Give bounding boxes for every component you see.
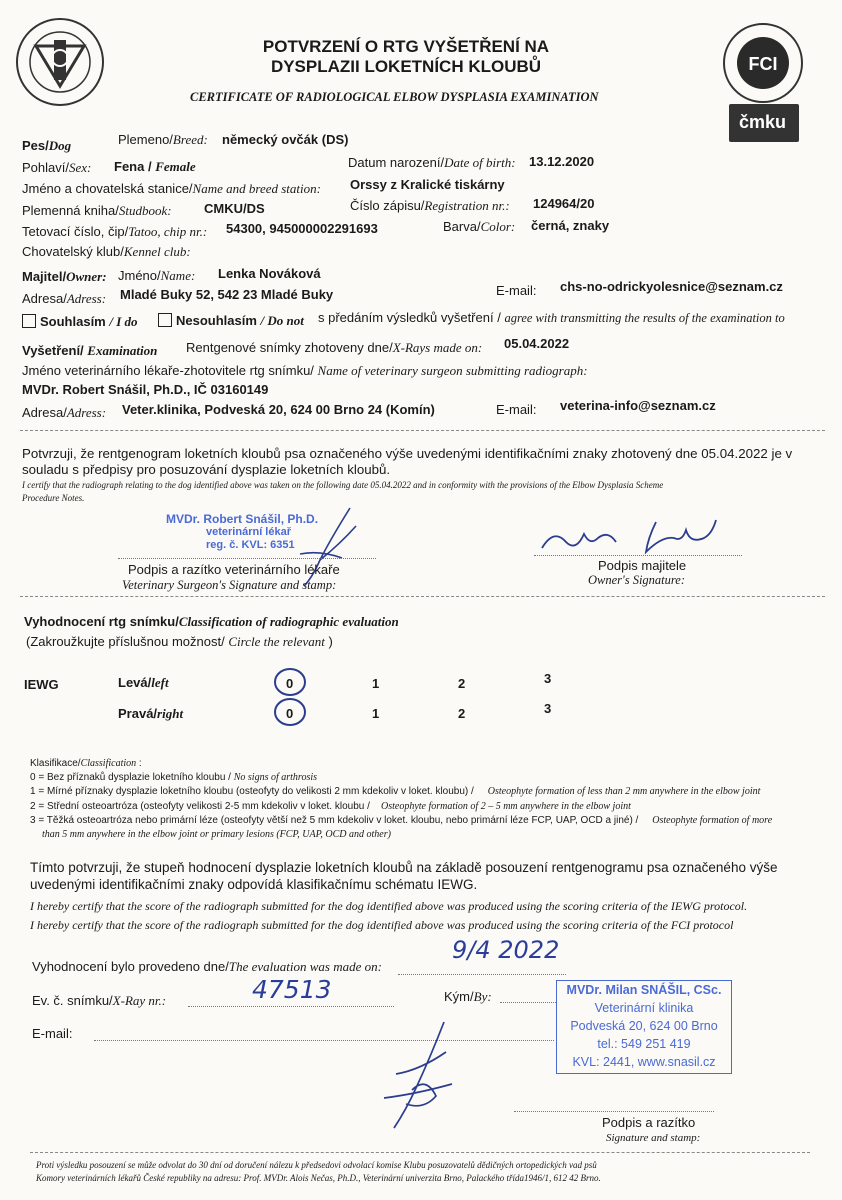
vet-stamp-line2: veterinární lékař — [206, 526, 291, 538]
final-cz-2: uvedenými identifikačními znaky odpovídá klasifikačnímu schématu IEWG. — [30, 877, 478, 892]
evaluator-signature — [376, 1018, 466, 1133]
exam-email-label: E-mail: — [496, 402, 537, 417]
color-value: černá, znaky — [531, 218, 610, 233]
exam-address-value: Veter.klinika, Podveská 20, 624 00 Brno 24 (Komín) — [122, 402, 435, 417]
right-elbow-label: Pravá/right — [118, 706, 184, 721]
final-email-label: E-mail: — [32, 1026, 73, 1041]
right-grade-2[interactable]: 2 — [458, 706, 466, 721]
exam-label: Vyšetření/ Examination — [22, 343, 158, 358]
iewg-label: IEWG — [24, 677, 59, 692]
final-en-2: I hereby certify that the score of the radiograph submitted for the dog identified above was produced using the scoring criteria of the FCI protocol — [30, 918, 734, 932]
cmku-text: čmku — [739, 112, 787, 132]
divider — [30, 1152, 810, 1153]
eval-title: Vyhodnocení rtg snímku/Classification of radiographic evaluation — [24, 614, 399, 629]
vet-label: Jméno veterinárního lékaře-zhotovitele rtg snímku/ Name of veterinary surgeon submitting radiograph: — [22, 363, 588, 378]
vet-sign-line — [118, 558, 376, 559]
vet-stamp-line3: reg. č. KVL: 6351 — [206, 539, 295, 551]
owner-address-value: Mladé Buky 52, 542 23 Mladé Buky — [120, 287, 334, 302]
breed-label: Plemeno/Breed: — [118, 132, 208, 147]
sex-label: Pohlaví/Sex: — [22, 160, 92, 175]
xray-no-value: 47513 — [252, 975, 332, 1004]
owner-label: Majitel/Owner: — [22, 269, 107, 284]
vet-sign-label-en: Veterinary Surgeon's Signature and stamp: — [122, 578, 337, 592]
classification-label: Klasifikace/Classification : — [30, 758, 142, 769]
fci-logo — [722, 22, 804, 104]
owner-sign-line — [534, 555, 742, 556]
dog-label: Pes/Dog — [22, 138, 72, 153]
certify-cz-1: Potvrzuji, že rentgenogram loketních kloubů psa označeného výše uvedenými identifikačními znaky zhotovený dne 05.04.2022 je v — [22, 446, 793, 461]
disagree-option[interactable]: Nesouhlasím / Do not — [158, 313, 304, 329]
eval-date-line — [398, 974, 566, 975]
owner-name-value: Lenka Nováková — [218, 266, 321, 281]
reg-value: 124964/20 — [533, 196, 595, 211]
owner-address-label: Adresa/Adress: — [22, 291, 107, 306]
final-cz-1: Tímto potvrzuji, že stupeň hodnocení dysplazie loketních kloubů na základě posouzení rentgenogramu psa označeného výše — [30, 860, 778, 875]
kvl-logo — [14, 16, 106, 108]
name-label: Jméno a chovatelská stanice/Name and breed station: — [22, 181, 321, 196]
final-sign-label-cz: Podpis a razítko — [602, 1115, 696, 1130]
footer-line1: Proti výsledku posouzení se může odvolat do 30 dní od doručení nálezu k předsedovi odvolací komise Klubu posuzovatelů dědičných ortopedických vad psů — [36, 1160, 597, 1170]
xray-no-label: Ev. č. snímku/X-Ray nr.: — [32, 993, 167, 1008]
color-label: Barva/Color: — [443, 219, 516, 234]
xray-date: 05.04.2022 — [504, 336, 570, 351]
consent-text: s předáním výsledků vyšetření / agree with transmitting the results of the examination to — [318, 310, 785, 325]
title-line1: POTVRZENÍ O RTG VYŠETŘENÍ NA — [262, 37, 550, 56]
vet-stamp-line1: MVDr. Robert Snášil, Ph.D. — [166, 512, 319, 526]
owner-sign-label-en: Owner's Signature: — [588, 573, 685, 587]
breed-value: německý ovčák (DS) — [222, 132, 349, 147]
owner-email-label: E-mail: — [496, 283, 537, 298]
vet-value: MVDr. Robert Snášil, Ph.D., IČ 03160149 — [22, 382, 269, 397]
sex-value: Fena / Female — [114, 159, 196, 174]
final-email-line — [94, 1040, 554, 1041]
clinic-stamp-line4: tel.: 549 251 419 — [597, 1037, 691, 1051]
divider — [20, 430, 825, 431]
certify-cz-2: souladu s předpisy pro posuzování dysplazie loketních kloubů. — [22, 462, 391, 477]
dob-label: Datum narození/Date of birth: — [348, 155, 516, 170]
left-grade-1[interactable]: 1 — [372, 676, 380, 691]
cmku-logo — [729, 104, 799, 142]
clinic-stamp-line5: KVL: 2441, www.snasil.cz — [572, 1055, 716, 1069]
final-sign-label-en: Signature and stamp: — [606, 1132, 701, 1144]
owner-name-label: Jméno/Name: — [118, 268, 196, 283]
right-grade-3[interactable]: 3 — [544, 701, 552, 716]
left-grade-circle — [272, 666, 308, 698]
dob-value: 13.12.2020 — [529, 154, 595, 169]
class-item-2: 2 = Střední osteoartróza (osteofyty velikosti 2-5 mm kdekoliv v loket. kloubu / Osteophyte formation of 2 – 5 mm anywhere in the elbow joint — [30, 801, 631, 812]
class-item-3-cont: than 5 mm anywhere in the elbow joint or primary lesions (FCP, UAP, OCD and other) — [42, 829, 391, 840]
right-grade-1[interactable]: 1 — [372, 706, 380, 721]
exam-email-value: veterina-info@seznam.cz — [560, 398, 716, 413]
final-en-1: I hereby certify that the score of the radiograph submitted for the dog identified above was produced using the scoring criteria of the IEWG protocol. — [30, 899, 748, 913]
class-item-0: 0 = Bez příznaků dysplazie loketního kloubu / No signs of arthrosis — [30, 772, 318, 783]
subtitle: CERTIFICATE OF RADIOLOGICAL ELBOW DYSPLASIA EXAMINATION — [190, 90, 599, 104]
club-label: Chovatelský klub/Kennel club: — [22, 244, 191, 259]
final-sign-line — [514, 1111, 714, 1112]
reg-label: Číslo zápisu/Registration nr.: — [350, 198, 510, 213]
clinic-stamp — [556, 980, 732, 1074]
right-grade-circle — [272, 696, 308, 728]
divider — [20, 596, 825, 597]
clinic-stamp-line3: Podveská 20, 624 00 Brno — [570, 1019, 718, 1033]
exam-address-label: Adresa/Adress: — [22, 405, 107, 420]
left-grade-3[interactable]: 3 — [544, 671, 552, 686]
owner-signature — [536, 508, 726, 558]
clinic-stamp-line2: Veterinární klinika — [594, 1001, 694, 1015]
eval-date-value: 9/4 2022 — [452, 936, 560, 964]
xray-label: Rentgenové snímky zhotoveny dne/X-Rays made on: — [186, 340, 483, 355]
owner-email-value: chs-no-odrickyolesnice@seznam.cz — [560, 279, 783, 294]
title-line2: DYSPLAZII LOKETNÍCH KLOUBŮ — [270, 57, 542, 76]
studbook-value: CMKU/DS — [204, 201, 265, 216]
disagree-checkbox[interactable] — [158, 313, 172, 327]
left-grade-2[interactable]: 2 — [458, 676, 466, 691]
certify-en-1: I certify that the radiograph relating to the dog identified above was taken on the following date 05.04.2022 and in conformity with the provisions of the Elbow Dysplasia Scheme — [22, 480, 664, 490]
agree-checkbox[interactable] — [22, 314, 36, 328]
eval-circle-note: (Zakroužkujte příslušnou možnost/ Circle the relevant ) — [26, 634, 333, 649]
xray-no-line — [188, 1006, 394, 1007]
vet-sign-label-cz: Podpis a razítko veterinárního lékaře — [128, 562, 340, 577]
fci-text: FCI — [748, 54, 778, 74]
footer-line2: Komory veterinárních lékařů České republiky na adresu: Prof. MVDr. Alois Nečas, Ph.D., Veterinární univerzita Brno, Palackého třída1946/1, 612 42 Brno. — [36, 1173, 601, 1183]
right-grade-0[interactable]: 0 — [286, 706, 294, 721]
agree-option[interactable]: Souhlasím / I do — [22, 314, 138, 330]
clinic-stamp-line1: MVDr. Milan SNÁŠIL, CSc. — [566, 983, 722, 997]
studbook-label: Plemenná kniha/Studbook: — [22, 203, 172, 218]
left-elbow-label: Levá/left — [118, 675, 169, 690]
eval-date-label: Vyhodnocení bylo provedeno dne/The evaluation was made on: — [32, 959, 382, 974]
by-line — [500, 1002, 556, 1003]
owner-sign-label-cz: Podpis majitele — [598, 558, 687, 573]
class-item-1: 1 = Mírné příznaky dysplazie loketního kloubu (osteofyty do velikosti 2 mm kdekoliv v loket. kloubu) / Osteophyte formation of less than 2 mm anywhere in the elbow joint — [30, 786, 761, 797]
by-label: Kým/By: — [444, 989, 492, 1004]
left-grade-0[interactable]: 0 — [286, 676, 294, 691]
tattoo-label: Tetovací číslo, čip/Tatoo, chip nr.: — [22, 224, 208, 239]
class-item-3: 3 = Těžká osteoartróza nebo primární léze (osteofyty větší než 5 mm kdekoliv v loket. kloubu, nebo primární léze FCP, UAP, OCD a jiné) / Osteophyte formation of more — [30, 815, 773, 826]
name-value: Orssy z Kralické tiskárny — [350, 177, 505, 192]
certify-en-2: Procedure Notes. — [22, 493, 85, 503]
tattoo-value: 54300, 945000002291693 — [226, 221, 378, 236]
